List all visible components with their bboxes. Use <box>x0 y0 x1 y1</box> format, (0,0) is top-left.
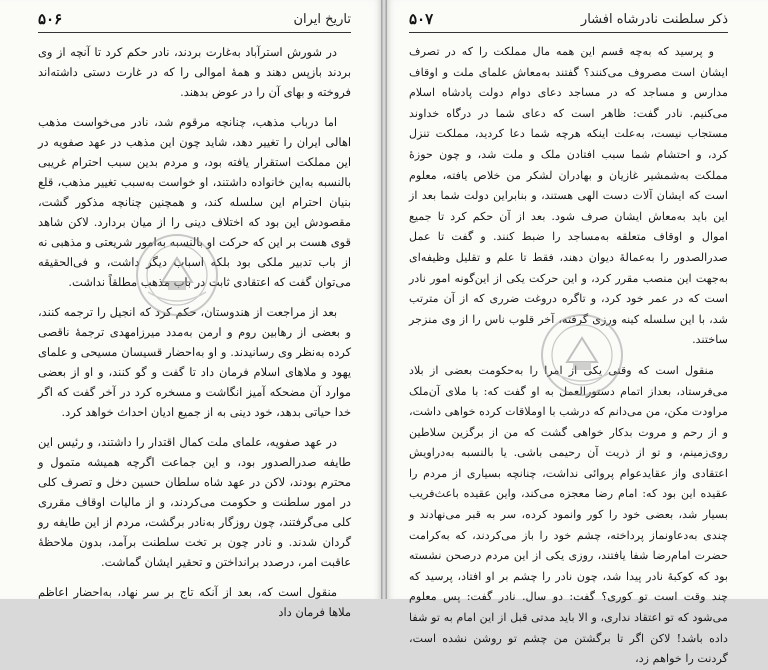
paragraph: منقول است که، بعد از آنکه تاج بر سر نهاد، به‌احضار اعاظم ملاها فرمان داد <box>38 585 351 619</box>
paragraph: اما درباب مذهب، چنانچه مرقوم شد، نادر می‌خواست مذهب اهالی ایران را تغییر دهد، شاید چون این مذهب در عهد صفویه در این مملکت استقرار یافته بود، و مردم بدین سبب احترام غریبی بالنسبه به‌این خانواده داشتند، او خواست به‌سبب تغییر مذهب، قلع بنیان احترام این سلسله کند، و همچنین چنانچه مذکور گشت، مقصودش این بود که اختلاف دینی را از میان بردارد. لاکن شاهد قوی هست بر این که حرکت او بالنسبه به‌امور شریعتی و مذهبی نه از باب تدبیر ملکی بود بلکه اسباب دیگر داشت، و فی‌الحقیقه می‌توان گفت که اعتقادی ثابت در باب مذهب مطلقاً نداشت. <box>38 115 351 289</box>
left-head-title: تاریخ ایران <box>293 12 351 27</box>
right-body-text <box>409 42 728 670</box>
paragraph: در عهد صفویه، علمای ملت کمال اقتدار را داشتند، و رئیس این طایفه صدرالصدور بود، و این جماعت اگرچه همیشه متمول و محترم بودند، لاکن در عهد شاه سلطان حسین دخل و تصرف کلی در امور سلطنت و حکومت می‌کردند، و از مالیات اوقاف مقرری کلی می‌گرفتند، چون روزگار به‌نادر برگشت، مردم از این طایفه رو گردان شدند. و نادر چون بر تخت سلطنت برآمد، بدون ملاحظهٔ عاقبت امر، درصدد برانداختن و تحقیر ایشان گماشت. <box>38 435 351 569</box>
left-page-number: ۵۰۶ <box>38 10 63 28</box>
left-body-text <box>38 42 351 622</box>
right-head-title: ذکر سلطنت نادرشاه افشار <box>580 12 728 27</box>
right-header-rule <box>409 32 728 33</box>
right-page-number: ۵۰۷ <box>409 10 434 28</box>
right-running-head <box>409 8 728 34</box>
left-header-rule <box>38 32 351 33</box>
paragraph: منقول است که وقتی یکی از امرا را به‌حکومت بعضی از بلاد می‌فرستاد، بعداز اتمام دستورالعمل به او گفت که: با ملای آن‌ملک مراودت مکن، من می‌دانم که درشب با اوملاقات کرده خواهی داشت، و از رحم و مروت بدکار خواهی گشت که من از برگزین سلاطین روی‌زمینم، و تو از ذریت آن رحیمی باشی. یا بالنسبه به‌دراویش اعتقادی واز عقایدعوام پروائی نداشت، چنانچه بسیاری از مردم را عقیده این بود که: امام رضا معجزه می‌کند، واین عقیده باعث‌فریب بسیار شد، بعضی خود را کور وانمود کرده، سر به قبر می‌نهادند و چندی به‌دعاونماز پرداخته، چشم خود را باز می‌کردند، که به‌کرامت حضرت امام‌رضا شفا یافتند، روزی یکی از این مردم درصحن نشسته بود که کوکبهٔ نادر پیدا شد، چون نادر را چشم بر او افتاد، پرسید که چند وقت است تو کوری؟ گفت: دو سال. نادر گفت: پس معلوم می‌شود که تو اعتقاد نداری، و الا باید مدتی قبل از این امام به تو شفا داده باشد! لاکن اگر تا برگشتن من چشم تو روشن نشده است، گردنت را خواهم زد، <box>408 363 728 666</box>
left-running-head <box>38 8 351 34</box>
paragraph: در شورش استرآباد به‌غارت بردند، نادر حکم کرد تا آنچه از وی بردند بازپس دهند و همهٔ اموالی را که در غارت دستی داشته‌اند فروخته و بهای آن را در عوض بدهند. <box>38 45 351 99</box>
paragraph: و پرسید که به‌چه قسم این همه مال مملکت را که در تصرف ایشان است مصروف می‌کنند؟ گفتند به‌معاش علمای ملت و اوقاف مدارس و مساجد که در مساجد دعای دوام دولت پادشاه اسلام می‌کنیم. نادر گفت: ظاهر است که دعای شما در درگاه خداوند مستجاب نیست، به‌علت اینکه هرچه شما دعا کردید، مملکت تنزل کرد، و احتشام شما سبب افتادن ملک و ملت شد، و چون حوزهٔ مملکت به‌شمشیر غازیان و بهادران لشکر من خلاص یافته، معلوم است که ایشان آلات دست الهی هستند، و بنابراین دولت شما بعد از این باید به‌معاش ایشان صرف شود. بعد از آن حکم کرد تا جمیع اموال و اوقاف متعلقه به‌مساجد را ضبط کنند. و گفت تا عمل صدرالصدور را به‌عمالهٔ دیوان دهند، فقط تا علم و تقلیل وظیفه‌ای به‌جهت این منصب مقرر کرد، و این حرکت یکی از این‌گونه امور نادر است که در عمر خود کرد، و تاگره دروغت ضرری که از آن مترتب شد، با این سلسله کینه ورزی گرفته، آخر قلوب ناس را از وی منزجر ساختند. <box>409 45 728 347</box>
left-page <box>0 0 381 619</box>
right-page <box>387 0 768 666</box>
paragraph: بعد از مراجعت از هندوستان، حکم کرد که انجیل را ترجمه کنند، و بعضی از رهابین روم و ارمن به‌مدد میرزامهدی ترجمهٔ ناقصی کرده به‌نظر وی رسانیدند. و او به‌احضار قسیسان مسیحی و علمای یهود و ملاهای اسلام فرمان داد تا گفت و گو کنند، و او از بعضی موارد آن مضحکه آمیز انگاشت و مسخره کرد در آخر گفت که اگر خدا حیاتی بدهد، خود دینی به از جمیع ادیان احداث خواهد کرد. <box>38 305 351 419</box>
